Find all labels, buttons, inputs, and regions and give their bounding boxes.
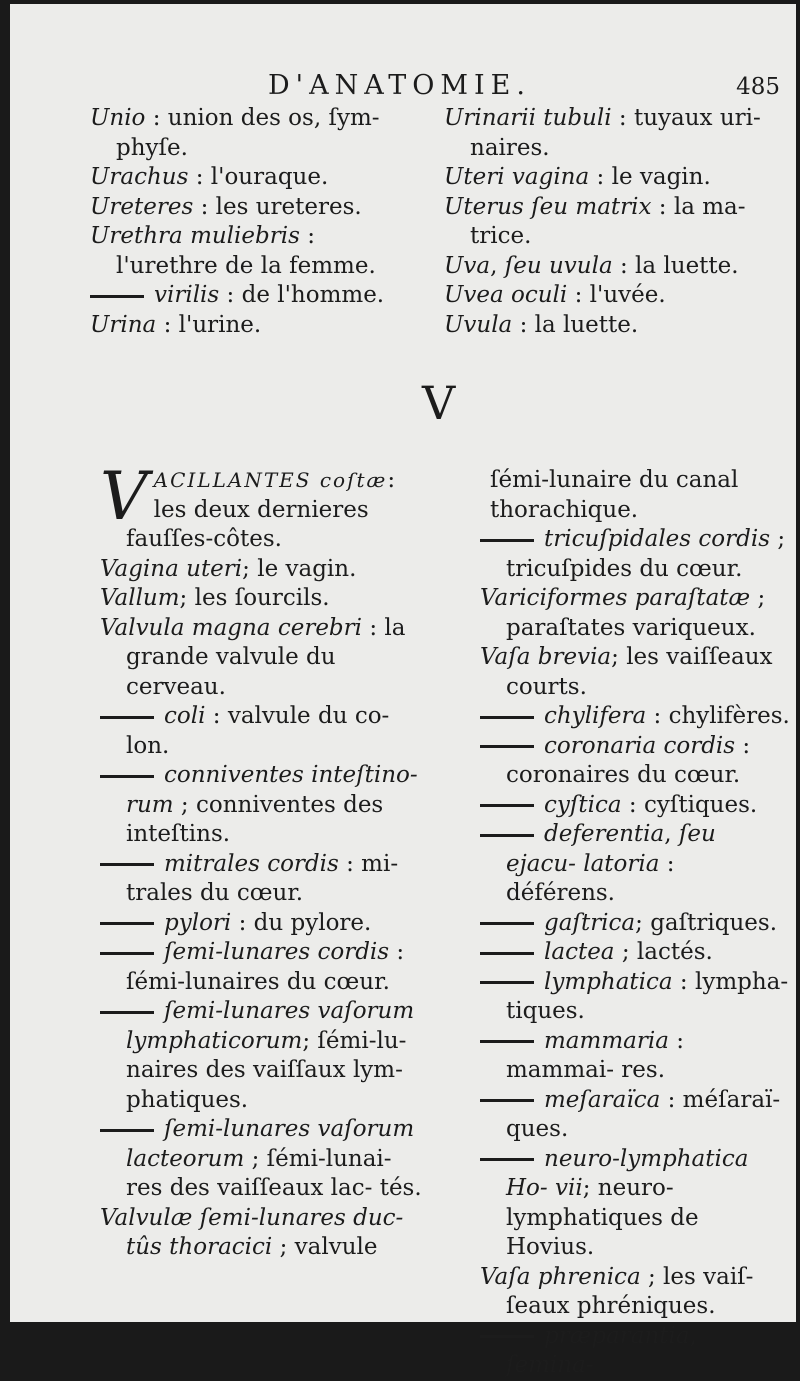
entry-continuation: : déférens. xyxy=(506,850,675,906)
entry-lemma: Uterus ſeu matrix xyxy=(444,193,652,220)
entry-lemma: gaſtrica xyxy=(544,909,636,936)
column-lower-right xyxy=(480,466,790,1381)
glossary-entry xyxy=(480,938,790,968)
entry-continuation: ; neuro-lymphatiques de Hovius. xyxy=(506,1175,699,1260)
ditto-dash xyxy=(480,922,534,925)
glossary-entry xyxy=(90,163,410,193)
glossary-entry xyxy=(100,1115,430,1204)
entry-continuation: tricuſpides du cœur. xyxy=(506,555,743,582)
entry-text: : l'urine. xyxy=(156,311,262,338)
entry-lemma-continuation: tûs thoracici xyxy=(126,1234,273,1260)
entry-lemma-alt: ſeu ejacu- xyxy=(506,821,716,877)
entry-lemma: ſemi-lunares vaſorum xyxy=(164,998,415,1024)
entry-continuation: naires. xyxy=(470,134,550,161)
entry-text: : xyxy=(362,614,378,641)
glossary-entry xyxy=(100,1204,430,1263)
glossary-entry xyxy=(90,222,410,281)
glossary-entry xyxy=(90,281,410,311)
entry-text: : xyxy=(389,939,405,965)
entry-lemma: Valvulæ ſemi-lunares duc- xyxy=(100,1204,404,1231)
entry-continuation: res. xyxy=(621,1057,666,1083)
entry-lemma: ACILLANTES coſtæ xyxy=(153,468,388,492)
entry-lemma-continuation: rum xyxy=(126,791,174,818)
entry-continuation: ; conniventes des inteſtins. xyxy=(126,791,384,847)
glossary-entry xyxy=(444,104,784,163)
entry-lemma: coli xyxy=(164,703,206,729)
glossary-entry xyxy=(444,281,784,311)
entry-text: : mammai- xyxy=(506,1027,684,1083)
entry-lemma: mitrales cordis xyxy=(164,850,339,877)
entry-lemma: meſaraïca xyxy=(544,1086,661,1113)
glossary-entry xyxy=(480,909,790,939)
entry-text: : union des os, ſym- xyxy=(145,105,380,131)
glossary-entry xyxy=(480,732,790,791)
glossary-entry xyxy=(480,968,790,1027)
entry-text: ; lactés. xyxy=(614,939,713,965)
glossary-entry xyxy=(100,614,430,703)
entry-continuation: trales du cœur. xyxy=(126,880,304,906)
entry-continuation: ; valvule xyxy=(272,1234,378,1260)
entry-text: , xyxy=(490,252,505,279)
glossary-entry xyxy=(444,252,784,282)
entry-continuation: phyſe. xyxy=(116,134,188,161)
entry-text: : la luette. xyxy=(612,252,739,279)
column-lower-left xyxy=(100,458,430,1263)
entry-lemma: neuro-lymphatica Ho- xyxy=(506,1145,749,1201)
entry-lemma: Vallum xyxy=(100,585,180,611)
glossary-entry xyxy=(480,791,790,821)
ditto-dash xyxy=(480,952,534,955)
glossary-entry xyxy=(100,761,430,850)
glossary-entry xyxy=(90,311,410,341)
entry-lemma: pylori xyxy=(164,909,232,936)
entry-lemma: coronaria cordis xyxy=(544,732,736,759)
glossary-entry xyxy=(90,104,410,163)
entry-text: ; les vaiſſeaux xyxy=(611,644,773,670)
entry-lemma-continuation: lacteorum xyxy=(126,1145,245,1172)
first-entry xyxy=(100,458,430,555)
ditto-dash xyxy=(480,981,534,984)
ditto-dash xyxy=(90,295,144,298)
entry-continuation: de la femme. xyxy=(225,252,376,279)
glossary-entry xyxy=(100,938,430,997)
entry-lemma: Vagina uteri xyxy=(100,555,243,582)
ditto-dash xyxy=(480,745,534,748)
ditto-dash xyxy=(480,1040,534,1043)
entry-lemma: Urachus xyxy=(90,164,189,190)
glossary-entry xyxy=(480,702,790,732)
glossary-entry xyxy=(480,1086,790,1145)
glossary-entry xyxy=(100,555,430,585)
entry-lemma-continuation: latoria xyxy=(583,850,660,877)
glossary-entry xyxy=(480,525,790,584)
glossary-entry xyxy=(480,584,790,643)
entry-continuation: ; ſémi-lu- naires des vaiſſaux lym- phatiques. xyxy=(126,1027,407,1113)
glossary-entry xyxy=(100,584,430,614)
entry-continuation: ; ſémi-lunai- res des vaiſſeaux lac- tés. xyxy=(126,1145,422,1201)
entry-lemma: Urinarii tubuli xyxy=(444,105,612,131)
glossary-entry xyxy=(480,1263,790,1322)
glossary-entry xyxy=(480,1145,790,1263)
column-upper-left xyxy=(90,104,410,340)
entry-continuation: ſémi-lunaires du cœur. xyxy=(126,968,390,995)
ditto-dash xyxy=(480,1158,534,1161)
ditto-dash xyxy=(480,834,534,837)
entry-text: : xyxy=(387,467,396,493)
entry-text: ; les ſourcils. xyxy=(179,585,330,611)
entry-continuation: tiques. xyxy=(506,998,585,1024)
entry-lemma-alt: ſemina- xyxy=(506,1352,594,1378)
glossary-entry xyxy=(480,1027,790,1086)
entry-lemma: Valvula magna cerebri xyxy=(100,614,363,641)
ditto-dash xyxy=(480,539,534,542)
entry-lemma: Uteri vagina xyxy=(444,164,590,190)
entry-text: : de l'homme. xyxy=(219,282,385,308)
entry-continuation: paraſtates variqueux. xyxy=(506,614,756,641)
glossary-entry xyxy=(444,163,784,193)
running-head-title: D'ANATOMIE. xyxy=(268,70,531,101)
entry-text: ; les vaiſ- xyxy=(640,1263,754,1290)
glossary-entry xyxy=(90,193,410,223)
glossary-entry xyxy=(100,702,430,761)
entry-lemma: Urina xyxy=(90,311,157,338)
entry-lemma-alt: ſeu uvula xyxy=(504,252,613,279)
page-number: 485 xyxy=(736,74,780,100)
ditto-dash xyxy=(100,922,154,925)
entry-text: : valvule du co- xyxy=(205,703,390,729)
entry-lemma: ſemi-lunares cordis xyxy=(164,939,390,965)
entry-lemma: Uva xyxy=(444,252,491,279)
entry-continuation: ſeaux phréniques. xyxy=(506,1293,716,1319)
glossary-entry xyxy=(100,850,430,909)
entry-continuation: trice. xyxy=(470,223,532,249)
entry-lemma: conniventes inteſtino- xyxy=(164,762,418,788)
entry-lemma: chylifera xyxy=(544,703,647,729)
entry-text: , xyxy=(664,821,679,847)
entry-lemma: Urethra muliebris xyxy=(90,223,300,249)
entry-text: : l'ouraque. xyxy=(188,164,329,190)
entry-continuation: la grande valvule du cerveau. xyxy=(126,614,406,700)
glossary-entry xyxy=(480,643,790,702)
entry-text: : méſaraï- xyxy=(660,1086,781,1113)
entry-text: ; le vagin. xyxy=(242,555,357,582)
entry-lemma: Vaſa brevia xyxy=(480,644,612,670)
ditto-dash xyxy=(480,1099,534,1102)
glossary-entry xyxy=(100,997,430,1115)
entry-text: : l'uvée. xyxy=(567,282,666,308)
entry-text: ; gaſtriques. xyxy=(635,909,778,936)
entry-lemma: Vaſa phrenica xyxy=(480,1263,641,1290)
entry-text: : lympha- xyxy=(672,968,789,995)
entry-lemma: lymphatica xyxy=(544,968,673,995)
entry-text: : la ma- xyxy=(651,193,746,220)
entry-lemma-continuation: lymphaticorum xyxy=(126,1027,303,1054)
glossary-entry xyxy=(480,1322,790,1381)
glossary-entry xyxy=(100,909,430,939)
entry-lemma: tricuſpidales cordis xyxy=(544,526,771,552)
ditto-dash xyxy=(100,1129,154,1132)
ditto-dash xyxy=(480,716,534,719)
glossary-entry xyxy=(480,820,790,909)
entry-lemma: ſemi-lunares vaſorum xyxy=(164,1116,415,1142)
entry-continuation: ques. xyxy=(506,1116,569,1142)
entry-lemma: Uvula xyxy=(444,311,513,338)
entry-continuation: coronaires du cœur. xyxy=(506,762,741,788)
continued-text: ſémi-lunaire du canal thorachique. xyxy=(490,467,739,523)
entry-text: : chylifères. xyxy=(646,703,790,729)
book-page xyxy=(10,4,796,1378)
drop-cap: V xyxy=(100,458,148,535)
entry-text: : les ureteres. xyxy=(193,193,362,220)
entry-text: : l'urethre xyxy=(116,223,315,279)
glossary-entry xyxy=(444,311,784,341)
ditto-dash xyxy=(100,952,154,955)
ditto-dash xyxy=(100,863,154,866)
ditto-dash xyxy=(480,804,534,807)
entry-text: : xyxy=(735,732,751,759)
entry-lemma: Unio xyxy=(90,105,146,131)
entry-text: : tuyaux uri- xyxy=(611,105,761,131)
column-upper-right xyxy=(444,104,784,340)
entry-lemma: cyſtica xyxy=(544,791,622,818)
entry-continuation: les deux dernieres fauſſes-côtes. xyxy=(126,496,369,552)
entry-text: : la luette. xyxy=(512,311,639,338)
entry-text: : mi- xyxy=(338,850,399,877)
entry-continuation: courts. xyxy=(506,673,587,700)
entry-text: ; xyxy=(750,585,766,611)
section-letter: V xyxy=(422,376,456,430)
entry-lemma: virilis xyxy=(154,282,220,308)
entry-lemma: Variciformes paraſtatæ xyxy=(480,585,751,611)
entry-text: : le vagin. xyxy=(589,164,711,190)
ditto-dash xyxy=(100,716,154,719)
entry-lemma: Uvea oculi xyxy=(444,282,568,308)
entry-text: , xyxy=(689,1322,697,1349)
entry-continuation: lon. xyxy=(126,732,170,759)
entry-lemma: Ureteres xyxy=(90,193,194,220)
ditto-dash xyxy=(100,775,154,778)
entry-lemma: mammaria xyxy=(544,1027,669,1054)
entry-text: : cyſtiques. xyxy=(621,791,758,818)
glossary-entry xyxy=(444,193,784,252)
entry-lemma: deferentia xyxy=(544,821,665,847)
entry-lemma: præparantia xyxy=(544,1322,690,1349)
entry-text: : du pylore. xyxy=(231,909,372,936)
entry-lemma: lactea xyxy=(544,939,615,965)
entry-lemma-continuation: vii xyxy=(555,1175,583,1201)
ditto-dash xyxy=(480,1335,534,1338)
entry-text: ; xyxy=(770,526,786,552)
ditto-dash xyxy=(100,1011,154,1014)
